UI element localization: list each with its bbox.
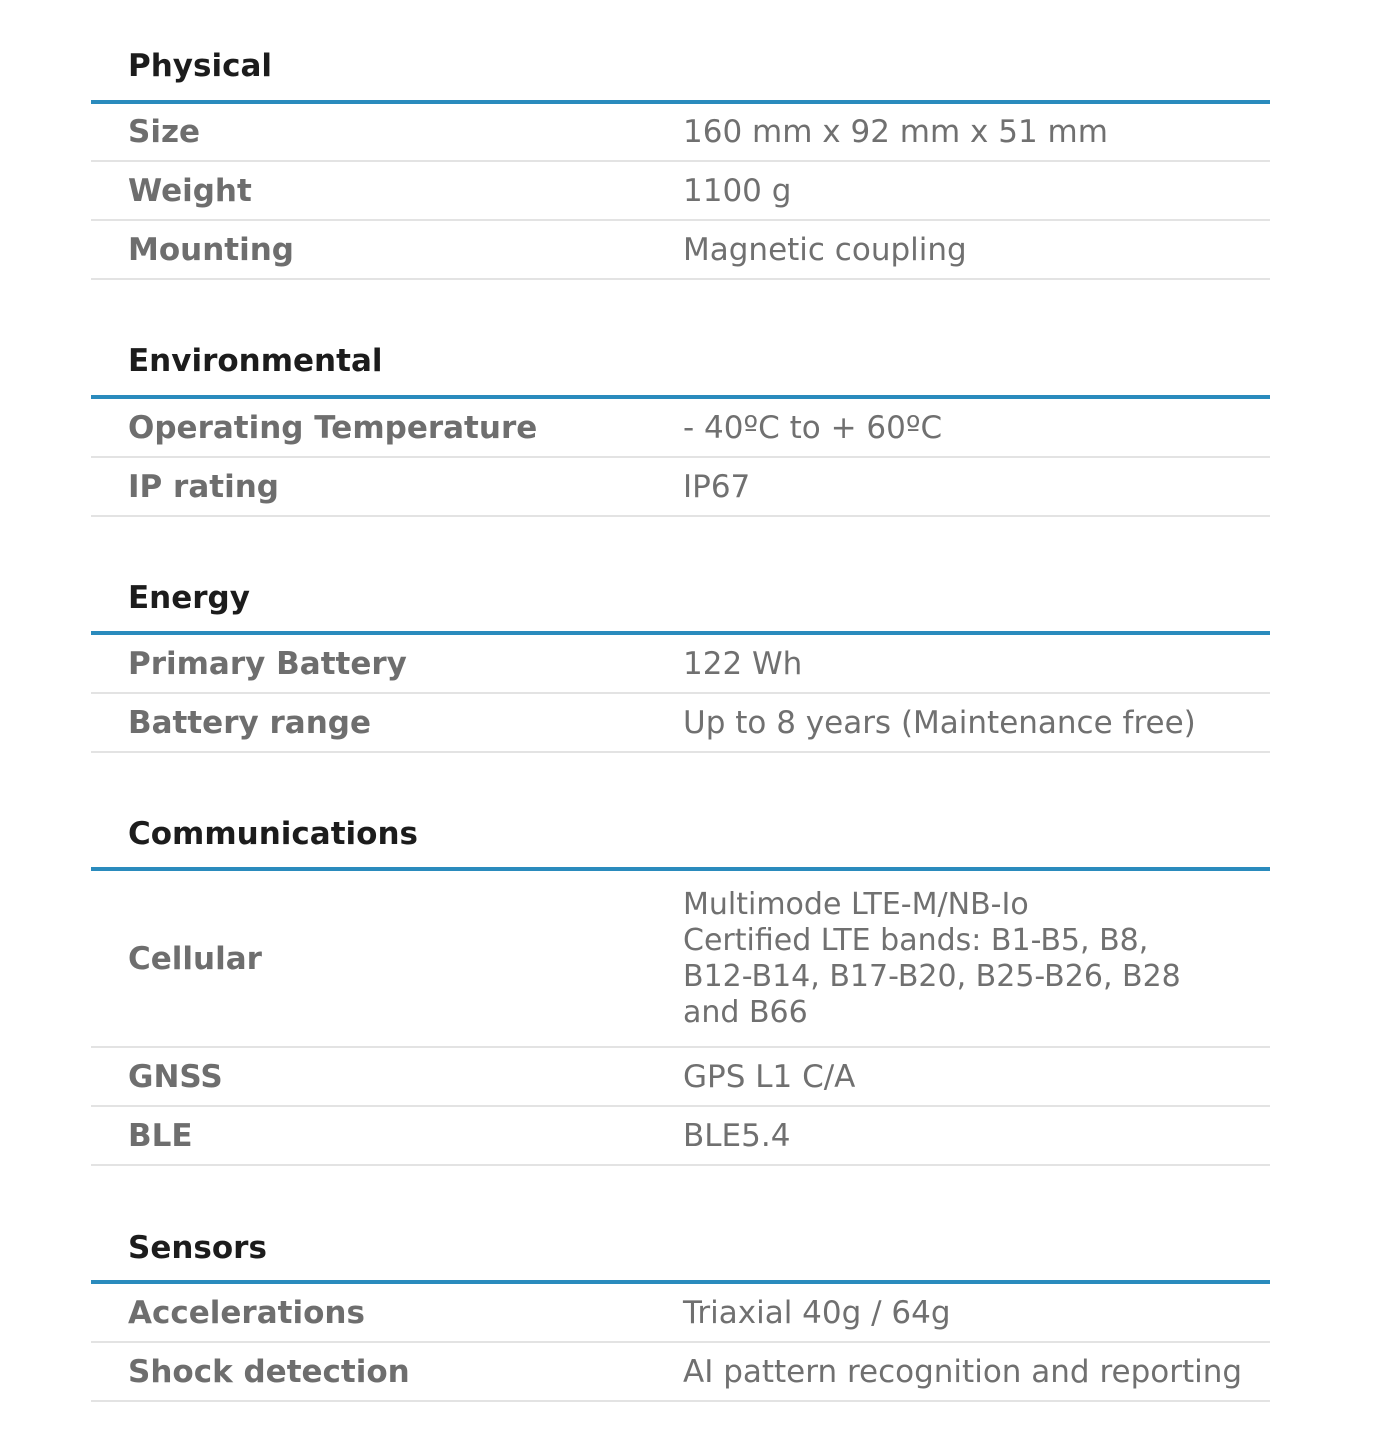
spec-value: BLE5.4 [683,1117,791,1154]
spec-row-gnss [91,1048,1270,1107]
spec-row-ble [91,1107,1270,1166]
section-title-environmental: Environmental [128,343,383,379]
spec-label: Mounting [128,231,294,268]
spec-label: IP rating [128,468,279,505]
spec-value: 1100 g [683,172,792,209]
spec-value: Magnetic coupling [683,231,967,268]
spec-row-cellular [91,871,1270,1048]
spec-label: GNSS [128,1058,223,1095]
spec-row-mounting [91,221,1270,280]
spec-value: Triaxial 40g / 64g [683,1294,951,1331]
spec-row-shock-detection [91,1343,1270,1402]
spec-value: 160 mm x 92 mm x 51 mm [683,114,1108,150]
spec-value: Up to 8 years (Maintenance free) [683,704,1196,741]
spec-label: Cellular [128,940,262,977]
spec-row-size [91,104,1270,162]
spec-value: - 40ºC to + 60ºC [683,409,943,446]
spec-label: Accelerations [128,1294,365,1331]
spec-row-battery-range [91,694,1270,753]
section-title-communications: Communications [128,816,418,852]
section-title-physical: Physical [128,48,272,84]
spec-row-weight [91,162,1270,221]
spec-row-primary-battery [91,635,1270,694]
spec-label: Weight [128,172,252,209]
spec-row-accelerations [91,1284,1270,1343]
spec-value: AI pattern recognition and reporting [683,1353,1243,1390]
spec-label: Battery range [128,704,371,741]
spec-row-ip-rating [91,458,1270,517]
spec-label: Shock detection [128,1353,410,1390]
spec-row-operating-temperature [91,399,1270,458]
spec-value: IP67 [683,468,751,505]
section-title-sensors: Sensors [128,1230,267,1266]
spec-label: Size [128,114,201,150]
spec-value: GPS L1 C/A [683,1058,856,1095]
spec-label: Operating Temperature [128,409,538,446]
spec-value: Multimode LTE-M/NB-Io Certified LTE bands: B1-B5, B8, B12-B14, B17-B20, B25-B26, B28 and B66 [683,886,1181,1030]
spec-label: BLE [128,1117,193,1154]
section-title-energy: Energy [128,580,250,616]
spec-value: 122 Wh [683,645,803,682]
spec-label: Primary Battery [128,645,407,682]
